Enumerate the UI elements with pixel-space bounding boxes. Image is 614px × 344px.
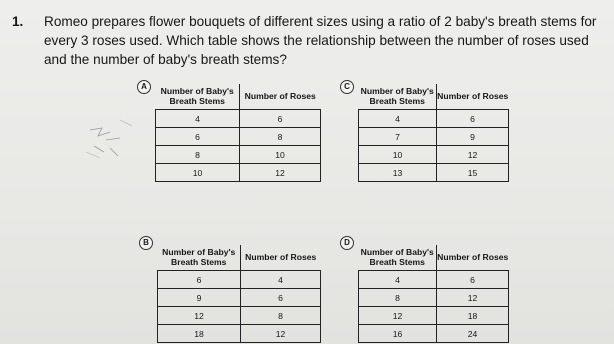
choice-c-marker[interactable]: C [340, 80, 354, 94]
table-row [359, 146, 509, 164]
table-row [158, 271, 321, 289]
table-cell: 12 [437, 289, 509, 307]
table-cell: 6 [437, 271, 509, 289]
table-cell: 10 [240, 146, 321, 164]
header-babys-breath: Number of Baby's Breath Stems [359, 84, 437, 110]
table-row [156, 128, 321, 146]
table-cell: 12 [437, 146, 509, 164]
table-cell: 8 [241, 307, 321, 325]
table-cell: 7 [359, 128, 437, 146]
question-text: Romeo prepares flower bouquets of different sizes using a ratio of 2 baby's breath stems for every 3 roses used. Which table shows the relationship between the number of roses used and the number of baby's breath stems? [44, 14, 597, 67]
header-roses: Number of Roses [240, 84, 321, 110]
table-row [359, 325, 509, 343]
table-row [158, 289, 321, 307]
choice-d-table[interactable] [358, 245, 509, 343]
table-cell: 12 [359, 307, 437, 325]
question-number: 1. [12, 14, 24, 29]
table-cell: 10 [156, 164, 240, 182]
table-cell: 15 [437, 164, 509, 182]
header-roses: Number of Roses [437, 84, 509, 110]
table-cell: 13 [359, 164, 437, 182]
header-roses: Number of Roses [437, 245, 509, 271]
header-babys-breath: Number of Baby's Breath Stems [359, 245, 437, 271]
table-cell: 8 [359, 289, 437, 307]
choice-b-table[interactable] [157, 245, 321, 343]
table-cell: 4 [359, 110, 437, 128]
pencil-scribble-icon [80, 100, 160, 170]
table-cell: 10 [359, 146, 437, 164]
header-roses: Number of Roses [241, 245, 321, 271]
table-cell: 9 [437, 128, 509, 146]
table-row [359, 289, 509, 307]
table-row [359, 307, 509, 325]
table-row [359, 110, 509, 128]
table-cell: 8 [240, 128, 321, 146]
table-row [158, 325, 321, 343]
table-row [156, 110, 321, 128]
table-row [359, 271, 509, 289]
table-cell: 12 [158, 307, 241, 325]
choice-c-table[interactable] [358, 84, 509, 182]
table-cell: 18 [437, 307, 509, 325]
table-row [359, 164, 509, 182]
table-cell: 6 [158, 271, 241, 289]
table-row [359, 128, 509, 146]
table-cell: 4 [156, 110, 240, 128]
table-cell: 6 [240, 110, 321, 128]
table-cell: 16 [359, 325, 437, 343]
table-cell: 4 [241, 271, 321, 289]
header-babys-breath: Number of Baby's Breath Stems [156, 84, 240, 110]
choice-b-marker[interactable]: B [139, 236, 153, 250]
table-cell: 12 [241, 325, 321, 343]
table-cell: 8 [156, 146, 240, 164]
table-row [156, 164, 321, 182]
table-cell: 6 [437, 110, 509, 128]
table-cell: 18 [158, 325, 241, 343]
table-cell: 9 [158, 289, 241, 307]
table-cell: 6 [241, 289, 321, 307]
table-row [156, 146, 321, 164]
choice-d-marker[interactable]: D [340, 236, 354, 250]
table-cell: 6 [156, 128, 240, 146]
table-cell: 12 [240, 164, 321, 182]
table-cell: 24 [437, 325, 509, 343]
choice-a-table[interactable] [155, 84, 321, 182]
table-row [158, 307, 321, 325]
header-babys-breath: Number of Baby's Breath Stems [158, 245, 241, 271]
choice-a-marker[interactable]: A [137, 80, 151, 94]
table-cell: 4 [359, 271, 437, 289]
